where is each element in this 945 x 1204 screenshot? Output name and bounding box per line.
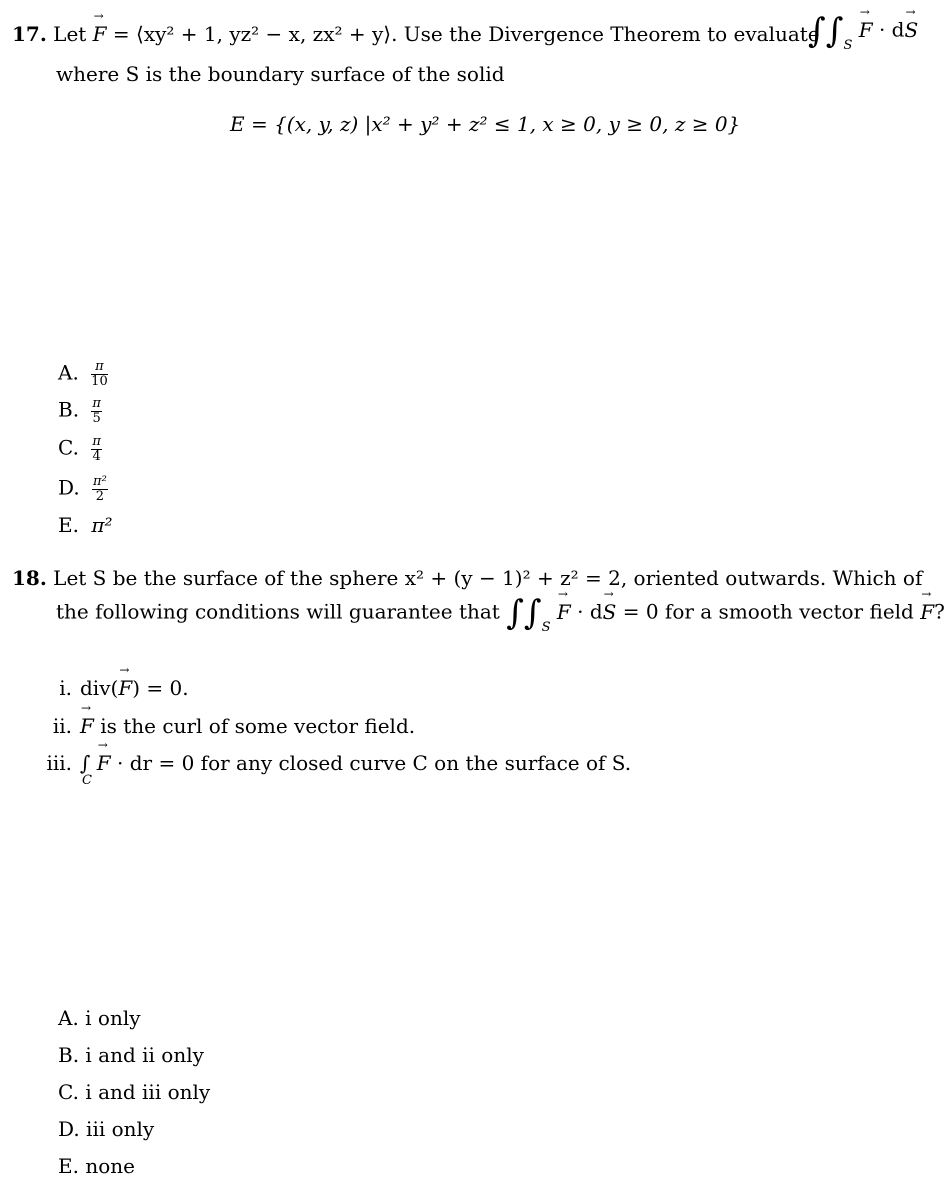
q17-field-def: = ⟨xy² + 1, yz² − x, zx² + y⟩. [106, 22, 398, 46]
option-label: B. [58, 397, 80, 422]
q18-integral-sub: S [541, 619, 551, 635]
q18-line1-text: Let S be the surface of the sphere x² + (y − 1)² + z² = 2, oriented outwards. Which of [53, 566, 923, 590]
option-text: i only [85, 1006, 141, 1030]
q18-line2-pre: the following conditions will guarantee that [56, 599, 500, 624]
q17-option-d[interactable] [58, 475, 108, 503]
q18-line2-end: ? [934, 599, 945, 624]
option-label: A. [58, 360, 79, 385]
q17-option-a[interactable] [58, 360, 108, 388]
line-integral: ∫ C [80, 751, 97, 788]
option-label: C. [58, 1080, 79, 1104]
q17-option-e[interactable] [58, 513, 113, 537]
option-label: D. [58, 1117, 80, 1141]
q18-number: 18. [12, 566, 47, 590]
fraction: $\frac{\text{π²}}{2}$ [93, 474, 107, 504]
q18-integrand-mid: · d [570, 599, 603, 624]
q18-line1 [12, 566, 922, 590]
q18-option-d[interactable] [58, 1117, 154, 1141]
option-text: none [85, 1154, 135, 1178]
fraction: $\frac{\pi}{10}$ [91, 359, 108, 389]
q18-integral-sign: ∫∫ [506, 593, 542, 633]
option-label: A. [58, 1006, 79, 1030]
q17-region: E = {(x, y, z) |x² + y² + z² ≤ 1, x ≥ 0, y ≥ 0, z ≥ 0} [230, 112, 741, 136]
q17-integral [808, 11, 919, 53]
option-text: iii only [86, 1117, 155, 1141]
option-text: i and ii only [85, 1043, 204, 1067]
q17-text-mid: Use the Divergence Theorem to evaluate [403, 22, 820, 46]
condition-label: i. [59, 676, 72, 700]
option-value: π² [91, 513, 113, 537]
q17-line2: where S is the boundary surface of the solid [56, 62, 505, 86]
q17-integral-sign: ∫∫ [808, 11, 844, 51]
q18-condition-ii: ii.→ F is the curl of some vector field. [36, 714, 415, 738]
q18-option-a[interactable] [58, 1006, 141, 1030]
q17-integrand-f: → F [859, 18, 873, 42]
q18-option-b[interactable] [58, 1043, 204, 1067]
q18-integrand-f: → F [557, 600, 571, 624]
q17-line1 [12, 22, 820, 46]
q17-field-vec: → F [93, 22, 107, 46]
condition-label: iii. [46, 751, 72, 775]
q17-option-b[interactable] [58, 397, 102, 425]
q18-line2-post: = 0 for a smooth vector field [616, 599, 914, 624]
fraction: $\frac{\pi}{5}$ [92, 396, 101, 426]
q18-line2 [56, 593, 945, 635]
q17-intro: Let [53, 22, 87, 46]
q17-option-c[interactable] [58, 435, 102, 463]
option-label: E. [58, 513, 79, 537]
q18-option-e[interactable] [58, 1154, 135, 1178]
q17-number: 17. [12, 22, 47, 46]
q18-condition-i: i. div(→ F) = 0. [36, 676, 189, 700]
option-text: i and iii only [85, 1080, 211, 1104]
q17-integral-sub: S [843, 37, 853, 53]
q17-integrand-mid: · d [872, 17, 905, 42]
condition-label: ii. [52, 714, 72, 738]
option-label: C. [58, 435, 79, 460]
option-label: E. [58, 1154, 79, 1178]
q17-integrand-s: → S [904, 18, 918, 42]
option-label: B. [58, 1043, 80, 1067]
q18-integrand-s: → S [603, 600, 617, 624]
fraction: $\frac{\pi}{4}$ [92, 434, 101, 464]
q18-condition-iii: iii. ∫ C → F · dr = 0 for any closed curve C on the surface of S. [36, 751, 631, 775]
option-label: D. [58, 475, 80, 500]
q18-option-c[interactable] [58, 1080, 210, 1104]
q18-line2-vec: → F [920, 600, 934, 624]
